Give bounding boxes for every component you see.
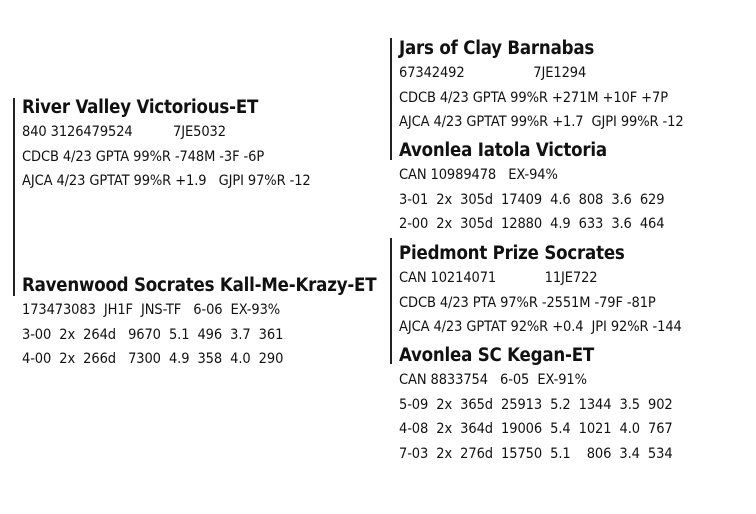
dams-dam-id-line: CAN 8833754 6-05 EX-91%	[399, 372, 587, 388]
sires-dam-entry	[399, 139, 664, 237]
sire-bracket-line	[13, 98, 15, 296]
sires-sire-cdcb-line: CDCB 4/23 GPTA 99%R +271M +10F +7P	[399, 89, 668, 106]
dams-dam-name: Avonlea SC Kegan-ET	[399, 345, 595, 366]
dam-entry	[22, 274, 376, 372]
dam-id-line: 173473083 JH1F JNS-TF 6-06 EX-93%	[22, 302, 281, 318]
sires-sire-id-line: 67342492 7JE1294	[399, 65, 587, 81]
sires-sire-name: Jars of Clay Barnabas	[399, 38, 595, 59]
sires-dam-id-line: CAN 10989478 EX-94%	[399, 167, 558, 183]
dams-sire-cdcb-line: CDCB 4/23 PTA 97%R -2551M -79F -81P	[399, 294, 656, 311]
sire-sire-bracket-line	[390, 38, 392, 160]
sires-dam-record-line: 3-01 2x 305d 17409 4.6 808 3.6 629	[399, 191, 665, 208]
sires-dam-name: Avonlea Iatola Victoria	[399, 140, 607, 161]
sires-sire-entry	[399, 37, 684, 135]
dams-sire-ajca-line: AJCA 4/23 GPTAT 92%R +0.4 JPI 92%R -144	[399, 319, 682, 335]
dams-dam-record-line: 4-08 2x 364d 19006 5.4 1021 4.0 767	[399, 421, 673, 437]
dam-sire-bracket-line	[390, 238, 392, 364]
dam-name: Ravenwood Socrates Kall-Me-Krazy-ET	[22, 275, 377, 296]
sire-ajca-line: AJCA 4/23 GPTAT 99%R +1.9 GJPI 97%R -12	[22, 173, 311, 189]
sire-name: River Valley Victorious-ET	[22, 97, 259, 118]
sires-dam-record-line: 2-00 2x 305d 12880 4.9 633 3.6 464	[399, 216, 665, 232]
dam-record-line: 4-00 2x 266d 7300 4.9 358 4.0 290	[22, 351, 284, 367]
sire-entry	[22, 96, 311, 194]
sire-cdcb-line: CDCB 4/23 GPTA 99%R -748M -3F -6P	[22, 148, 265, 165]
dam-record-line: 3-00 2x 264d 9670 5.1 496 3.7 361	[22, 326, 284, 343]
dams-sire-name: Piedmont Prize Socrates	[399, 243, 625, 264]
dams-sire-entry	[399, 242, 682, 340]
dams-dam-record-line: 7-03 2x 276d 15750 5.1 806 3.4 534	[399, 445, 673, 462]
sires-sire-ajca-line: AJCA 4/23 GPTAT 99%R +1.7 GJPI 99%R -12	[399, 114, 684, 130]
sire-id-line: 840 3126479524 7JE5032	[22, 124, 226, 140]
dams-dam-entry	[399, 344, 673, 466]
dams-sire-id-line: CAN 10214071 11JE722	[399, 270, 598, 286]
dams-dam-record-line: 5-09 2x 365d 25913 5.2 1344 3.5 902	[399, 396, 673, 413]
